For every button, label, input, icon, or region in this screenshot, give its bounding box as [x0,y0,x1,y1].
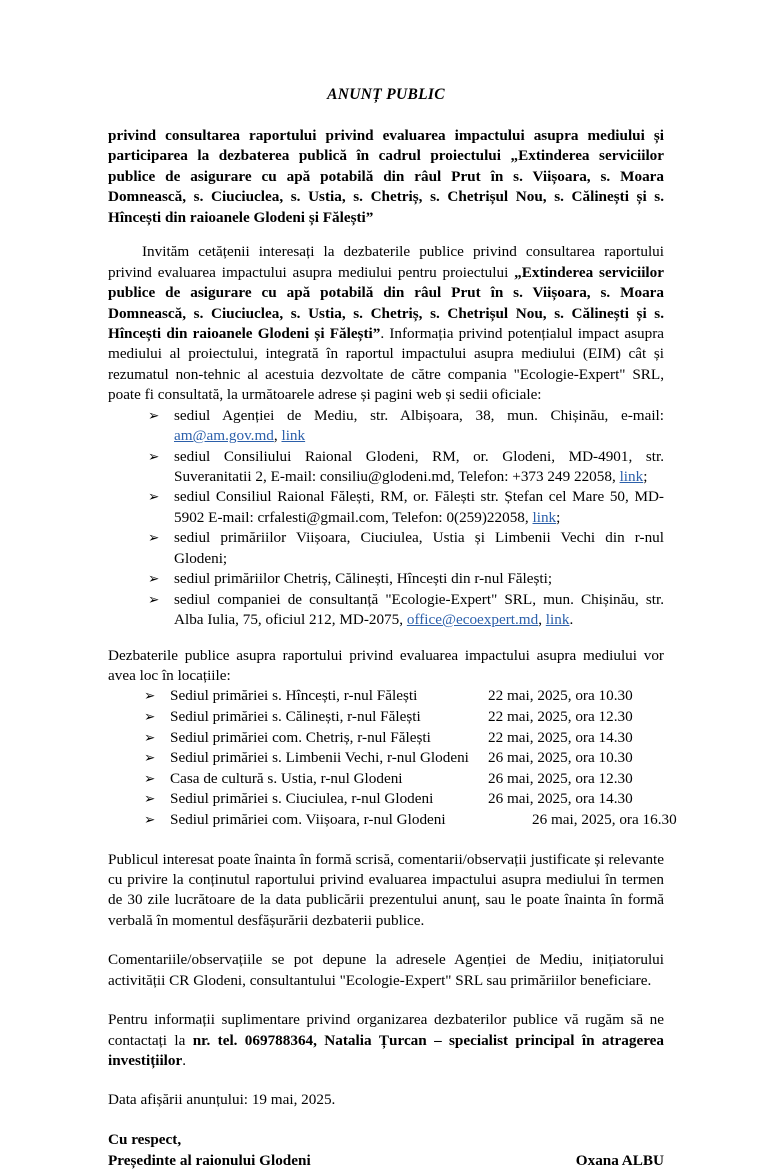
subject-heading-lead: privind consultarea raportului privind evaluarea impactului asupra mediului și participarea la dezbaterea publică în cadrul proiectului [108,127,664,165]
table-row [144,686,664,707]
addresses-list [108,406,664,631]
intro-part-1: Invităm cetățenii interesați la dezbaterile publice privind consultarea raportului privind evaluarea impactului asupra mediului pentru proiectului [108,243,664,281]
contact-paragraph [108,1010,664,1071]
schedule-list [108,686,677,830]
list-item [148,447,664,488]
table-row [144,789,664,810]
page-title: ANUNȚ PUBLIC [327,86,445,103]
bullet-arrow-icon: ➢ [144,708,156,724]
schedule-place: Sediul primăriei s. Ciuciulea, r-nul Glodeni [170,790,434,808]
schedule-datetime: 22 mai, 2025, ora 14.30 [488,728,633,746]
address-text: sediul Consiliului Raional Glodeni, RM, or. Glodeni, MD-4901, str. Suveranitatii 2, E-mail: consiliu@glodeni.md, Telefon: +373 249 22058, [174,447,664,485]
bullet-arrow-icon: ➢ [144,811,156,827]
schedule-intro: Dezbaterile publice asupra raportului privind evaluarea impactului asupra mediului vor avea loc în locațiile: [108,646,664,684]
address-separator: , [273,427,282,445]
address-text-tail: ; [556,508,561,526]
address-text: sediul Consiliul Raional Fălești, RM, or. Fălești str. Ștefan cel Mare 50, MD-5902 E-mail: crfalesti@gmail.com, Telefon: 0(259)22058, [174,488,664,526]
email-link[interactable]: office@ecoexpert.md [406,611,539,629]
schedule-place: Casa de cultură s. Ustia, r-nul Glodeni [170,769,403,787]
signature-role: Președinte al raionului Glodeni [108,1151,311,1169]
intro-project-name: „Extinderea serviciilor publice de asigurare cu apă potabilă din râul Prut în s. Viișoara, s. Moara Domnească, s. Ciuciuclea, s. Ustia, s. Chetriș, s. Chetrișul Nou, s. Călinești și s. Hîncești din raioanele Glodeni și Fălești” [108,263,664,342]
address-text: sediul primăriilor Viișoara, Ciuciulea, Ustia și Limbenii Vechi din r-nul Glodeni; [174,529,664,567]
schedule-datetime: 26 mai, 2025, ora 10.30 [488,749,633,767]
schedule-datetime: 26 mai, 2025, ora 12.30 [488,769,633,787]
bullet-arrow-icon: ➢ [144,770,156,786]
address-text: sediul companiei de consultanță "Ecologie-Expert" SRL, mun. Chișinău, str. Alba Iulia, 75, oficiul 212, MD-2075, [174,590,664,629]
address-separator: , [538,611,546,629]
comments-written-paragraph: Publicul interesat poate înainta în formă scrisă, comentarii/observații justificate și relevante cu privire la conținutul raportului privind evaluarea impactului asupra mediului în termen de 30 zile lucrătoare de la data publicării prezentului anunț, sau le poate înainta în formă verbală în momentul desfășurării dezbaterii publice. [108,850,664,929]
intro-part-2: . Informația privind potențialul impact asupra mediului al proiectului, integrată în raportul impactului asupra mediului (EIM) cât și rezumatul non-tehnic al acestuia dezvoltate de către compania "Ecologie-Expert" SRL, poate fi consultată, la următoarele adrese și pagini web și sedii oficiale: [108,324,664,404]
web-link[interactable]: link [545,611,570,629]
list-item [148,406,664,447]
signature-name: Oxana ALBU [575,1151,664,1169]
bullet-arrow-icon: ➢ [148,407,160,423]
contact-details: nr. tel. 069788364, Natalia Țurcan – specialist principal în atragerea investițiilor [108,1031,664,1070]
bullet-arrow-icon: ➢ [144,791,156,807]
table-row [144,707,664,728]
bullet-arrow-icon: ➢ [148,448,160,464]
table-row [144,810,677,831]
web-link[interactable]: link [281,427,306,445]
web-link[interactable]: link [532,508,557,526]
signature-closing: Cu respect, [108,1130,182,1148]
schedule-place: Sediul primăriei s. Limbenii Vechi, r-nul Glodeni [170,749,469,767]
list-item [148,528,664,569]
list-item [148,487,664,528]
address-text: sediul Agenției de Mediu, str. Albișoara, 38, mun. Chișinău, e-mail: [174,406,664,424]
schedule-place: Sediul primăriei com. Viișoara, r-nul Glodeni [170,810,446,828]
schedule-datetime: 26 mai, 2025, ora 14.30 [488,790,633,808]
contact-end: . [182,1052,187,1070]
web-link[interactable]: link [619,468,644,485]
subject-heading-project-name: „Extinderea serviciilor publice de asigurare cu apă potabilă din râul Prut în s. Viișoara, s. Moara Domnească, s. Ciuciuclea, s. Ustia, s. Chetriș, s. Chetrișul Nou, s. Călinești și s. Hîncești din raioanele Glodeni și Fălești” [108,147,664,226]
list-item [148,569,664,589]
bullet-arrow-icon: ➢ [148,591,160,607]
bullet-arrow-icon: ➢ [148,489,160,505]
schedule-place: Sediul primăriei s. Hîncești, r-nul Fălești [170,687,418,705]
posting-date: Data afișării anunțului: 19 mai, 2025. [108,1091,336,1109]
schedule-datetime: 22 mai, 2025, ora 10.30 [488,687,633,705]
bullet-arrow-icon: ➢ [148,571,160,587]
contact-lead: Pentru informații suplimentare privind organizarea dezbaterilor publice vă rugăm să ne contactați la [108,1011,664,1049]
schedule-place: Sediul primăriei com. Chetriș, r-nul Fălești [170,728,431,746]
table-row [144,728,664,749]
address-text: sediul primăriilor Chetriș, Călinești, Hîncești din r-nul Fălești; [174,570,553,588]
signature-block [108,1130,664,1172]
list-item [148,590,664,631]
schedule-datetime: 22 mai, 2025, ora 12.30 [488,707,633,725]
bullet-arrow-icon: ➢ [144,729,156,745]
bullet-arrow-icon: ➢ [144,750,156,766]
schedule-datetime: 26 mai, 2025, ora 16.30 [532,810,677,828]
schedule-place: Sediul primăriei s. Călinești, r-nul Fălești [170,707,421,725]
intro-paragraph [108,242,664,406]
email-link[interactable]: am@am.gov.md [174,427,274,445]
comments-where-paragraph: Comentariile/observațiile se pot depune la adresele Agenției de Mediu, inițiatorului activității CR Glodeni, consultantului "Ecologie-Expert" SRL sau primăriilor beneficiare. [108,951,664,989]
table-row [144,748,664,769]
table-row [144,769,664,790]
address-text-tail: ; [643,468,648,485]
bullet-arrow-icon: ➢ [144,688,156,704]
subject-heading [108,126,664,228]
bullet-arrow-icon: ➢ [148,530,160,546]
address-text-tail: . [569,611,574,629]
